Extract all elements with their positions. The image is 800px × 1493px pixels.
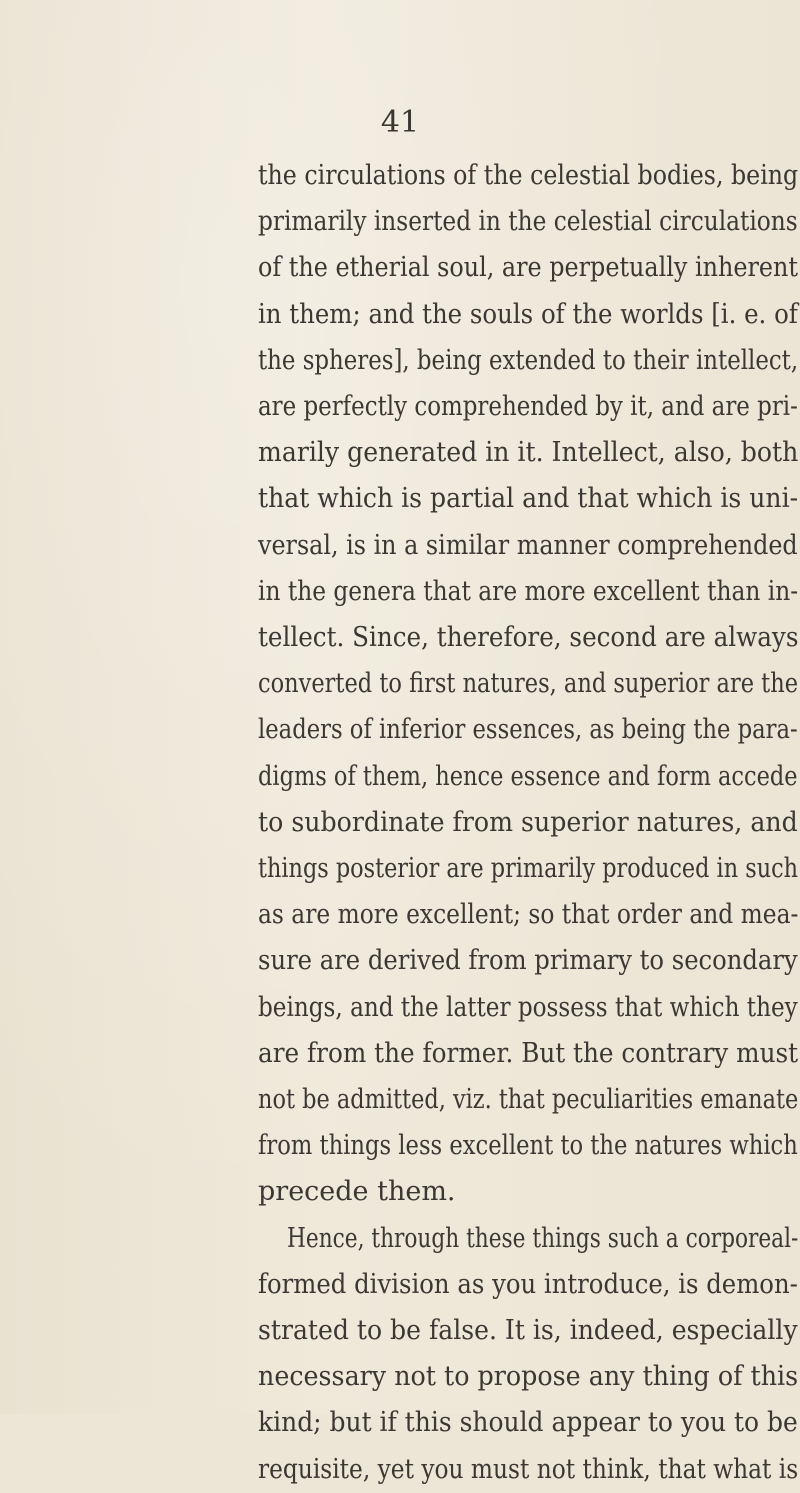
text-line: sure are derived from primary to secondary <box>258 945 798 977</box>
text-line: of the etherial soul, are perpetually inherent <box>258 252 798 284</box>
text-line: Hence, through these things such a corporeal- <box>287 1222 799 1254</box>
text-line: not be admitted, viz. that peculiarities emanate <box>258 1084 799 1115</box>
text-line: in the genera that are more excellent than in- <box>258 575 799 607</box>
text-line: to subordinate from superior natures, and <box>258 806 798 838</box>
text-line: the spheres], being extended to their intellect, <box>258 344 799 376</box>
text-line: are perfectly comprehended by it, and are pri- <box>258 391 798 422</box>
text-line: tellect. Since, therefore, second are always <box>258 622 799 653</box>
text-line: from things less excellent to the natures which <box>258 1130 798 1162</box>
text-line: kind; but if this should appear to you to be <box>258 1407 798 1439</box>
text-line: leaders of inferior essences, as being the para- <box>258 714 798 746</box>
page-number: 41 <box>380 105 420 140</box>
text-line: things posterior are primarily produced in such <box>258 853 799 884</box>
text-line: converted to first natures, and superior are the <box>258 668 799 700</box>
text-line: the circulations of the celestial bodies, being <box>258 160 799 191</box>
text-line: versal, is in a similar manner comprehended <box>258 529 798 561</box>
text-line: necessary not to propose any thing of this <box>258 1361 799 1393</box>
text-line: marily generated in it. Intellect, also, both <box>258 437 799 469</box>
text-line: digms of them, hence essence and form accede <box>258 760 798 792</box>
text-line: requisite, yet you must not think, that what is <box>258 1453 799 1485</box>
text-line: strated to be false. It is, indeed, especially <box>258 1315 798 1346</box>
text-line: that which is partial and that which is uni- <box>258 483 799 515</box>
text-line: precede them. <box>258 1176 456 1208</box>
text-line: formed division as you introduce, is demon- <box>258 1268 798 1300</box>
text-line: in them; and the souls of the worlds [i. e. of <box>258 298 798 330</box>
text-line: beings, and the latter possess that which they <box>258 991 798 1023</box>
text-line: as are more excellent; so that order and mea- <box>258 899 799 931</box>
text-line: primarily inserted in the celestial circulations <box>258 206 798 238</box>
text-line: are from the former. But the contrary must <box>258 1037 799 1069</box>
